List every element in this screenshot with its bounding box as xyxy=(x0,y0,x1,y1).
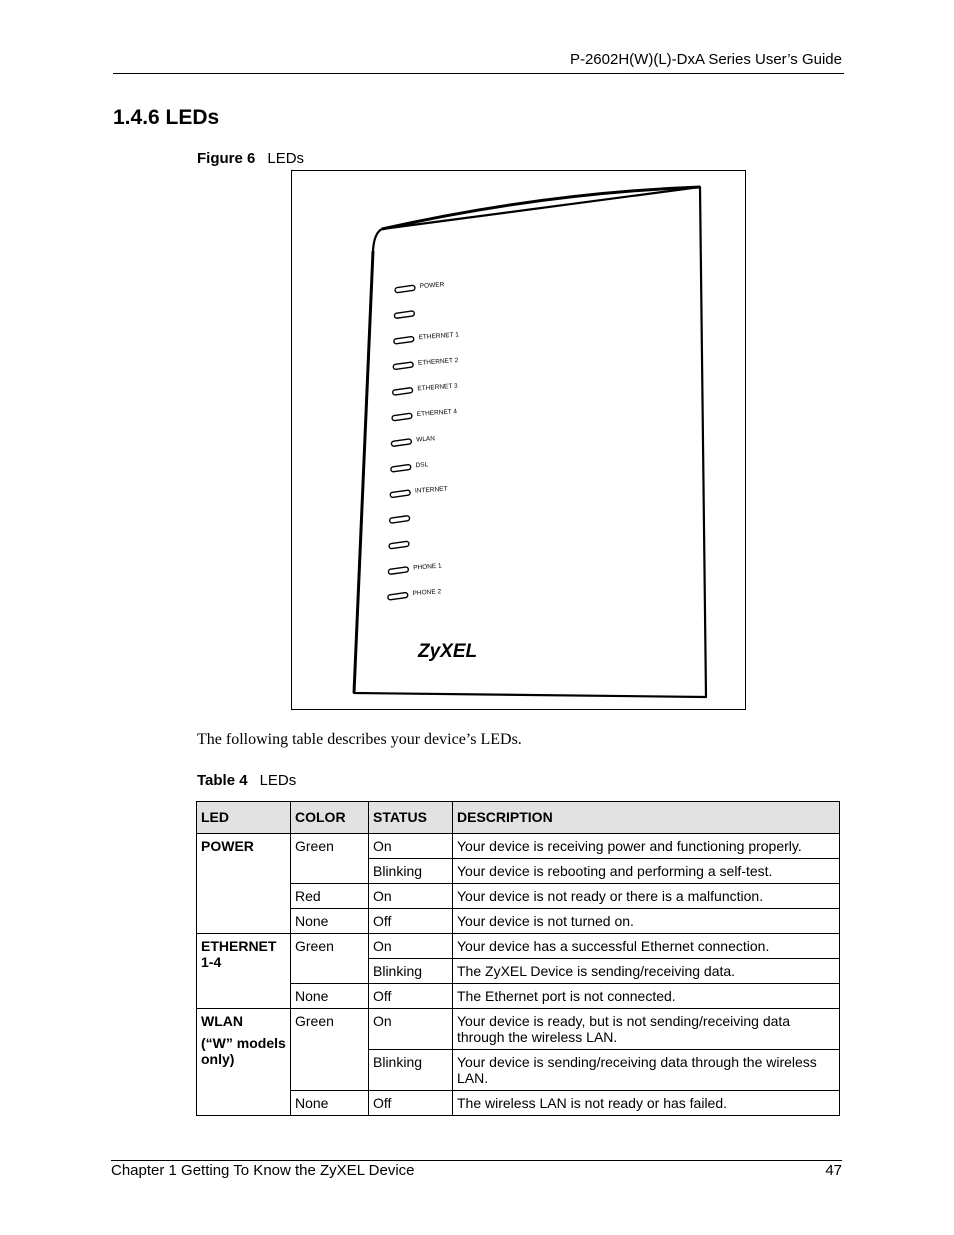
table-row xyxy=(197,1091,840,1116)
table-title: LEDs xyxy=(259,772,297,789)
table-row xyxy=(197,1009,840,1050)
led-label: ETHERNET 3 xyxy=(417,382,458,393)
page-number: 47 xyxy=(825,1162,842,1179)
figure-label: Figure 6 xyxy=(197,150,256,167)
header-rule xyxy=(113,73,844,74)
led-label: PHONE 2 xyxy=(412,588,442,598)
description-cell: The wireless LAN is not ready or has failed. xyxy=(453,1091,840,1116)
led-indicator xyxy=(389,541,410,549)
led-indicator xyxy=(393,362,414,370)
footer-chapter: Chapter 1 Getting To Know the ZyXEL Device xyxy=(111,1162,415,1179)
led-indicator xyxy=(395,285,416,293)
color-cell: Green xyxy=(291,934,369,984)
led-label: INTERNET xyxy=(414,485,448,495)
table-caption xyxy=(197,772,296,789)
led-wlan-name: WLAN xyxy=(201,1013,243,1029)
header-description: DESCRIPTION xyxy=(453,802,840,834)
intro-paragraph: The following table describes your device’s LEDs. xyxy=(197,731,522,748)
led-indicator xyxy=(389,516,410,524)
led-indicator xyxy=(392,413,413,421)
led-label: ETHERNET 1 xyxy=(418,331,460,342)
table-row xyxy=(197,909,840,934)
led-label: PHONE 1 xyxy=(412,562,442,572)
led-indicator xyxy=(391,439,412,447)
led-label: POWER xyxy=(419,281,445,290)
led-label: DSL xyxy=(415,461,429,470)
description-cell: Your device has a successful Ethernet connection. xyxy=(453,934,840,959)
header-status: STATUS xyxy=(369,802,453,834)
header-led: LED xyxy=(197,802,291,834)
led-label: ETHERNET 4 xyxy=(416,408,458,418)
table-row xyxy=(197,884,840,909)
led-label: ETHERNET 2 xyxy=(417,357,459,367)
led-power: POWER xyxy=(197,834,291,934)
color-cell: None xyxy=(291,984,369,1009)
footer-rule xyxy=(111,1160,842,1161)
status-cell: Off xyxy=(369,984,453,1009)
leds-table xyxy=(196,801,840,1116)
led-ethernet: ETHERNET 1-4 xyxy=(197,934,291,1009)
led-indicator xyxy=(394,311,415,319)
status-cell: Blinking xyxy=(369,859,453,884)
status-cell: Blinking xyxy=(369,959,453,984)
table-row xyxy=(197,984,840,1009)
table-header-row xyxy=(197,802,840,834)
color-cell: None xyxy=(291,909,369,934)
status-cell: On xyxy=(369,934,453,959)
status-cell: Blinking xyxy=(369,1050,453,1091)
status-cell: On xyxy=(369,834,453,859)
led-indicator xyxy=(388,567,409,575)
description-cell: Your device is not turned on. xyxy=(453,909,840,934)
led-indicator xyxy=(391,464,412,472)
zyxel-logo: ZyXEL xyxy=(418,641,478,662)
led-indicator xyxy=(394,336,415,344)
description-cell: Your device is rebooting and performing a self-test. xyxy=(453,859,840,884)
status-cell: On xyxy=(369,884,453,909)
led-wlan-note: (“W” models only) xyxy=(201,1035,286,1067)
figure-device-leds xyxy=(291,170,746,710)
table-row xyxy=(197,934,840,959)
led-wlan xyxy=(197,1009,291,1116)
status-cell: On xyxy=(369,1009,453,1050)
running-header: P-2602H(W)(L)-DxA Series User’s Guide xyxy=(569,51,842,68)
figure-caption xyxy=(197,150,304,167)
status-cell: Off xyxy=(369,1091,453,1116)
led-indicators xyxy=(388,281,460,600)
figure-title: LEDs xyxy=(267,150,305,167)
table-row xyxy=(197,834,840,859)
color-cell: Green xyxy=(291,1009,369,1091)
description-cell: Your device is receiving power and functioning properly. xyxy=(453,834,840,859)
led-indicator xyxy=(388,592,409,600)
description-cell: The Ethernet port is not connected. xyxy=(453,984,840,1009)
section-title: 1.4.6 LEDs xyxy=(113,106,220,129)
table-label: Table 4 xyxy=(197,772,248,789)
header-color: COLOR xyxy=(291,802,369,834)
description-cell: Your device is not ready or there is a malfunction. xyxy=(453,884,840,909)
description-cell: Your device is sending/receiving data through the wireless LAN. xyxy=(453,1050,840,1091)
color-cell: None xyxy=(291,1091,369,1116)
status-cell: Off xyxy=(369,909,453,934)
description-cell: Your device is ready, but is not sending/receiving data through the wireless LAN. xyxy=(453,1009,840,1050)
color-cell: Red xyxy=(291,884,369,909)
led-indicator xyxy=(392,388,413,396)
led-indicator xyxy=(390,490,411,498)
color-cell: Green xyxy=(291,834,369,884)
device-illustration xyxy=(292,171,745,709)
led-label: WLAN xyxy=(415,435,436,444)
description-cell: The ZyXEL Device is sending/receiving data. xyxy=(453,959,840,984)
